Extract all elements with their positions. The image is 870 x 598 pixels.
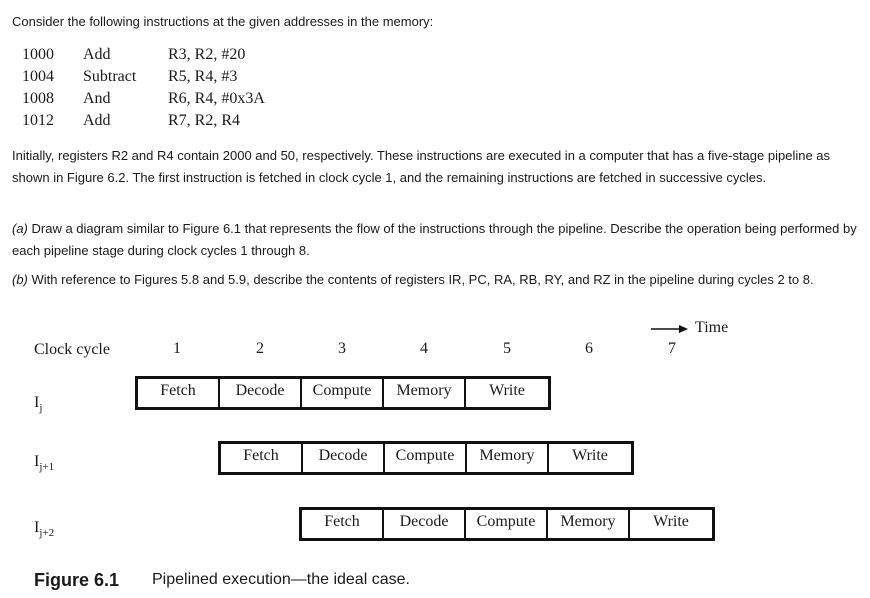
instruction-address: 1004 [22, 68, 54, 85]
stage-compute: Compute [466, 510, 548, 538]
intro-text: Consider the following instructions at the given addresses in the memory: [12, 14, 434, 29]
part-a-text: Draw a diagram similar to Figure 6.1 that represents the flow of the instructions through the pipeline. Describe the operation being performed by each pipeline stage during clock cycles 1 through 8. [12, 221, 857, 258]
row-label-subscript: j+2 [39, 527, 55, 540]
time-label: Time [695, 319, 729, 336]
clock-cycle-number: 6 [585, 340, 593, 357]
instruction-address: 1012 [22, 112, 54, 129]
paragraph-part-b [12, 269, 857, 291]
stage-compute: Compute [385, 444, 467, 472]
part-a-label: (a) [12, 221, 28, 236]
pipeline-row [135, 376, 551, 410]
stage-decode: Decode [384, 510, 466, 538]
stage-decode: Decode [220, 379, 302, 407]
stage-fetch: Fetch [302, 510, 384, 538]
instruction-row-label [34, 519, 54, 539]
row-label-base: I [34, 394, 40, 411]
instruction-op: Add [83, 46, 111, 63]
figure-caption-number: Figure 6.1 [34, 570, 120, 590]
stage-write: Write [489, 382, 525, 399]
instruction-args: R3, R2, #20 [168, 46, 246, 63]
instruction-op: Add [83, 112, 111, 129]
clock-cycle-number: 4 [420, 340, 428, 357]
clock-cycle-number: 5 [503, 340, 511, 357]
clock-cycle-number: 2 [256, 340, 264, 357]
stage-memory: Memory [384, 379, 466, 407]
row-label-subscript: j [39, 402, 43, 415]
stage-fetch: Fetch [221, 444, 303, 472]
row-label-base: I [34, 453, 40, 470]
stage-write: Write [653, 513, 689, 530]
instruction-address: 1000 [22, 46, 54, 63]
clock-cycle-number: 7 [668, 340, 676, 357]
figure-caption-text: Pipelined execution—the ideal case. [152, 571, 410, 588]
part-b-text: With reference to Figures 5.8 and 5.9, describe the contents of registers IR, PC, RA, RB, RY, and RZ in the pipeline during cycles 2 to 8. [27, 272, 814, 287]
instruction-row-label [34, 394, 42, 414]
clock-cycle-label: Clock cycle [34, 341, 110, 358]
part-b-label: (b) [12, 272, 28, 287]
pipeline-row [299, 507, 715, 541]
instruction-op: And [83, 90, 111, 107]
clock-cycle-number: 1 [173, 340, 181, 357]
clock-cycle-number: 3 [338, 340, 346, 357]
stage-write: Write [572, 447, 608, 464]
instruction-args: R7, R2, R4 [168, 112, 241, 129]
row-label-subscript: j+1 [39, 461, 55, 474]
row-label-base: I [34, 519, 40, 536]
instruction-args: R6, R4, #0x3A [168, 90, 265, 107]
instruction-row-label [34, 453, 54, 473]
pipeline-row [218, 441, 634, 475]
instruction-args: R5, R4, #3 [168, 68, 238, 85]
stage-compute: Compute [302, 379, 384, 407]
instruction-op: Subtract [83, 68, 137, 85]
stage-decode: Decode [303, 444, 385, 472]
stage-fetch: Fetch [138, 379, 220, 407]
instruction-address: 1008 [22, 90, 54, 107]
paragraph-part-a [12, 218, 857, 261]
stage-memory: Memory [548, 510, 630, 538]
paragraph-initial-registers: Initially, registers R2 and R4 contain 2000 and 50, respectively. These instructions are executed in a computer that has a five-stage pipeline as shown in Figure 6.2. The first instruction is fetched in clock cycle 1, and the remaining instructions are fetched in successive cycles. [12, 148, 831, 185]
stage-memory: Memory [467, 444, 549, 472]
